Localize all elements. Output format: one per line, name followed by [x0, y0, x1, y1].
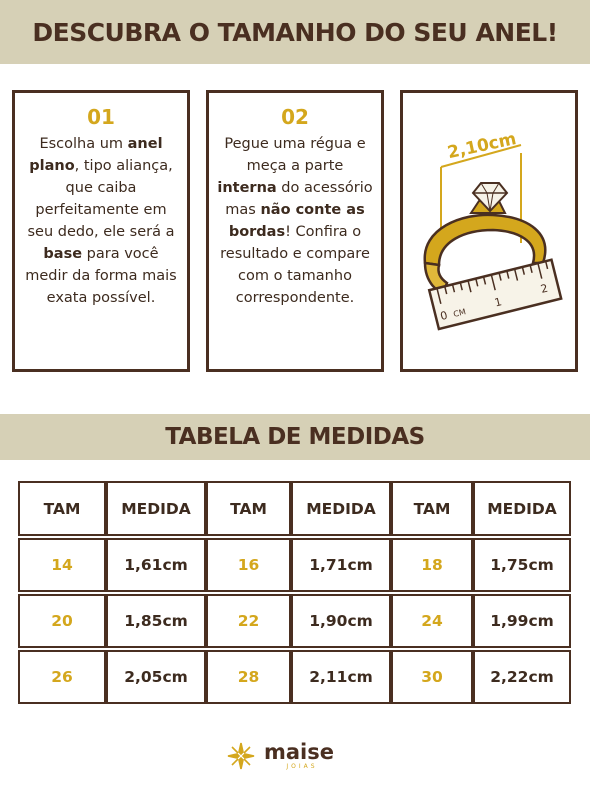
sparkle-logo-icon — [226, 741, 256, 771]
table-header-cell: MEDIDA — [291, 481, 391, 536]
measure-cell: 1,71cm — [291, 538, 391, 592]
table-header-cell: MEDIDA — [473, 481, 571, 536]
header-banner — [0, 0, 590, 64]
table-header-cell: MEDIDA — [106, 481, 206, 536]
size-cell: 24 — [391, 594, 473, 648]
step-text-segment: Pegue uma régua e meça a parte — [224, 136, 366, 174]
table-header-cell: TAM — [18, 481, 106, 536]
size-cell: 16 — [206, 538, 291, 592]
step-text-segment: , tipo aliança, que caiba perfeitamente em seu dedo, ele será a — [27, 158, 175, 240]
measure-cell: 1,90cm — [291, 594, 391, 648]
step-text-bold: base — [43, 246, 83, 262]
size-cell: 22 — [206, 594, 291, 648]
ruler-two: 2 — [539, 281, 550, 296]
ring-ruler-icon — [403, 93, 575, 369]
step-text-1 — [15, 129, 187, 309]
measure-cell: 2,22cm — [473, 650, 571, 704]
size-cell: 18 — [391, 538, 473, 592]
measure-cell: 1,61cm — [106, 538, 206, 592]
measure-cell: 1,75cm — [473, 538, 571, 592]
step-number-1: 01 — [87, 105, 115, 129]
table-title: TABELA DE MEDIDAS — [165, 424, 425, 450]
step-text-bold: interna — [217, 180, 277, 196]
measure-cell: 2,05cm — [106, 650, 206, 704]
size-cell: 14 — [18, 538, 106, 592]
measure-cell: 1,99cm — [473, 594, 571, 648]
size-table — [18, 481, 571, 705]
ruler-unit: CM — [452, 307, 467, 319]
measure-cell: 2,11cm — [291, 650, 391, 704]
step-text-segment: do acessório mas — [225, 180, 373, 218]
step-card-2 — [206, 90, 384, 372]
page-title: DESCUBRA O TAMANHO DO SEU ANEL! — [32, 17, 558, 47]
brand-name: maise — [264, 740, 334, 764]
step-text-bold: anel plano — [29, 136, 163, 174]
step-text-segment: Escolha um — [39, 136, 128, 152]
step-text-2 — [209, 129, 381, 309]
step-text-segment: para você medir da forma mais exata possível. — [25, 246, 177, 306]
size-cell: 28 — [206, 650, 291, 704]
size-cell: 20 — [18, 594, 106, 648]
step-text-segment: ! Confira o resultado e compare com o tamanho correspondente. — [220, 224, 370, 306]
size-cell: 30 — [391, 650, 473, 704]
table-banner — [0, 414, 590, 460]
table-header-cell: TAM — [391, 481, 473, 536]
size-cell: 26 — [18, 650, 106, 704]
step-card-1 — [12, 90, 190, 372]
step-text-bold: não conte as bordas — [228, 202, 365, 240]
brand-sub: JOIAS — [286, 763, 318, 770]
ruler-zero: 0 — [438, 308, 449, 324]
table-header-cell: TAM — [206, 481, 291, 536]
measure-cell: 1,85cm — [106, 594, 206, 648]
step-number-2: 02 — [281, 105, 309, 129]
measure-label: 2,10cm — [445, 129, 519, 164]
brand-logo — [226, 736, 366, 776]
illustration-card — [400, 90, 578, 372]
ruler-one: 1 — [493, 295, 504, 310]
